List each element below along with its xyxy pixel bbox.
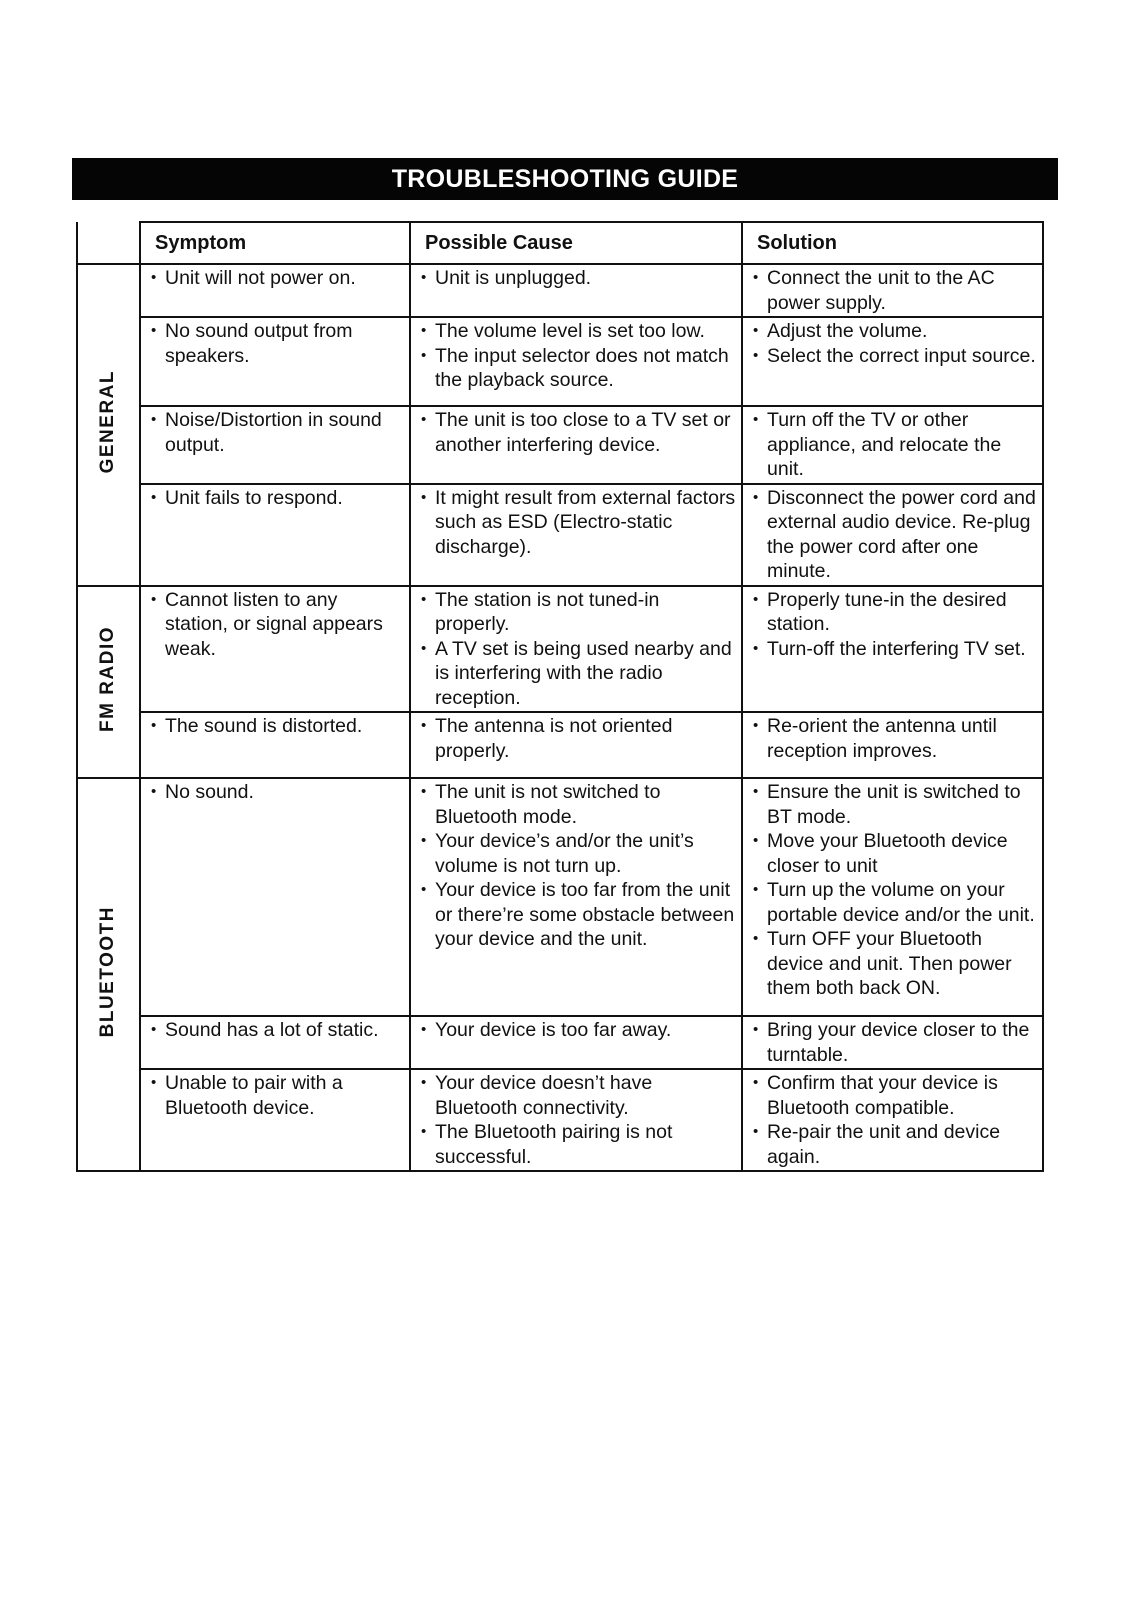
table-row xyxy=(77,778,1043,1016)
solution-item: • Confirm that your device is Bluetooth compatible. xyxy=(753,1071,1038,1120)
symptom-item: • The sound is distorted. xyxy=(151,714,405,739)
cause-item: • Your device is too far from the unit or there’re some obstacle between your device and the unit. xyxy=(421,878,737,952)
solution-cell xyxy=(742,712,1043,778)
solution-item: • Disconnect the power cord and external audio device. Re-plug the power cord after one minute. xyxy=(753,486,1038,584)
solution-cell xyxy=(742,1069,1043,1171)
symptom-cell xyxy=(140,264,410,317)
cause-item: • Your device doesn’t have Bluetooth connectivity. xyxy=(421,1071,737,1120)
symptom-cell xyxy=(140,317,410,406)
section-label: BLUETOOTH xyxy=(97,905,119,1037)
bullet-list xyxy=(753,1071,1038,1169)
solution-cell xyxy=(742,1016,1043,1069)
cause-cell xyxy=(410,1016,742,1069)
symptom-item: • Sound has a lot of static. xyxy=(151,1018,405,1043)
table-row xyxy=(77,264,1043,317)
bullet-list xyxy=(421,486,737,560)
symptom-item: • Unable to pair with a Bluetooth device. xyxy=(151,1071,405,1120)
symptom-item: • Noise/Distortion in sound output. xyxy=(151,408,405,457)
solution-cell xyxy=(742,317,1043,406)
cause-cell xyxy=(410,1069,742,1171)
cause-cell xyxy=(410,586,742,713)
page-title: TROUBLESHOOTING GUIDE xyxy=(72,158,1058,200)
bullet-list xyxy=(421,408,737,457)
solution-item: • Select the correct input source. xyxy=(753,344,1038,369)
symptom-item: • Cannot listen to any station, or signal appears weak. xyxy=(151,588,405,662)
cause-item: • The station is not tuned-in properly. xyxy=(421,588,737,637)
bullet-list xyxy=(753,1018,1038,1067)
table-row xyxy=(77,317,1043,406)
solution-item: • Connect the unit to the AC power supply. xyxy=(753,266,1038,315)
solution-cell xyxy=(742,484,1043,586)
solution-item: • Re-pair the unit and device again. xyxy=(753,1120,1038,1169)
table-row xyxy=(77,712,1043,778)
solution-item: • Turn up the volume on your portable device and/or the unit. xyxy=(753,878,1038,927)
table-body xyxy=(77,264,1043,1171)
solution-item: • Ensure the unit is switched to BT mode. xyxy=(753,780,1038,829)
solution-cell xyxy=(742,586,1043,713)
bullet-list xyxy=(753,714,1038,763)
table-row xyxy=(77,406,1043,484)
cause-item: • The input selector does not match the playback source. xyxy=(421,344,737,393)
section-cell xyxy=(77,264,140,586)
table-row xyxy=(77,484,1043,586)
bullet-list xyxy=(151,486,405,511)
bullet-list xyxy=(151,1071,405,1120)
symptom-cell xyxy=(140,406,410,484)
bullet-list xyxy=(421,319,737,393)
symptom-cell xyxy=(140,778,410,1016)
cause-item: • The unit is not switched to Bluetooth mode. xyxy=(421,780,737,829)
solution-item: • Turn OFF your Bluetooth device and unit. Then power them both back ON. xyxy=(753,927,1038,1001)
cause-cell xyxy=(410,406,742,484)
symptom-item: • No sound. xyxy=(151,780,405,805)
cause-item: • The unit is too close to a TV set or another interfering device. xyxy=(421,408,737,457)
section-cell xyxy=(77,778,140,1171)
bullet-list xyxy=(151,1018,405,1043)
cause-cell xyxy=(410,778,742,1016)
solution-item: • Properly tune-in the desired station. xyxy=(753,588,1038,637)
solution-item: • Turn off the TV or other appliance, and relocate the unit. xyxy=(753,408,1038,482)
bullet-list xyxy=(421,266,737,291)
symptom-cell xyxy=(140,484,410,586)
bullet-list xyxy=(151,319,405,368)
solution-item: • Bring your device closer to the turntable. xyxy=(753,1018,1038,1067)
header-row xyxy=(77,222,1043,264)
cause-item: • Your device is too far away. xyxy=(421,1018,737,1043)
troubleshooting-table xyxy=(76,221,1044,1172)
bullet-list xyxy=(753,588,1038,662)
cause-cell xyxy=(410,712,742,778)
bullet-list xyxy=(421,780,737,952)
symptom-cell xyxy=(140,1016,410,1069)
solution-cell xyxy=(742,406,1043,484)
bullet-list xyxy=(753,780,1038,1001)
table-row xyxy=(77,586,1043,713)
bullet-list xyxy=(421,588,737,711)
cause-cell xyxy=(410,484,742,586)
solution-cell xyxy=(742,778,1043,1016)
header-cause: Possible Cause xyxy=(410,222,742,264)
cause-item: • The volume level is set too low. xyxy=(421,319,737,344)
section-cell xyxy=(77,586,140,779)
cause-item: • It might result from external factors such as ESD (Electro-static discharge). xyxy=(421,486,737,560)
bullet-list xyxy=(753,486,1038,584)
table-row xyxy=(77,1069,1043,1171)
solution-item: • Re-orient the antenna until reception improves. xyxy=(753,714,1038,763)
bullet-list xyxy=(753,319,1038,368)
symptom-cell xyxy=(140,1069,410,1171)
bullet-list xyxy=(753,408,1038,482)
header-symptom: Symptom xyxy=(140,222,410,264)
solution-item: • Adjust the volume. xyxy=(753,319,1038,344)
bullet-list xyxy=(421,1018,737,1043)
cause-item: • Your device’s and/or the unit’s volume is not turn up. xyxy=(421,829,737,878)
bullet-list xyxy=(753,266,1038,315)
symptom-cell xyxy=(140,712,410,778)
bullet-list xyxy=(421,1071,737,1169)
bullet-list xyxy=(151,780,405,805)
cause-item: • Unit is unplugged. xyxy=(421,266,737,291)
section-label: FM RADIO xyxy=(97,625,119,732)
symptom-item: • No sound output from speakers. xyxy=(151,319,405,368)
solution-cell xyxy=(742,264,1043,317)
symptom-item: • Unit fails to respond. xyxy=(151,486,405,511)
bullet-list xyxy=(151,266,405,291)
bullet-list xyxy=(151,588,405,662)
table-row xyxy=(77,1016,1043,1069)
solution-item: • Turn-off the interfering TV set. xyxy=(753,637,1038,662)
symptom-cell xyxy=(140,586,410,713)
bullet-list xyxy=(151,408,405,457)
cause-cell xyxy=(410,264,742,317)
symptom-item: • Unit will not power on. xyxy=(151,266,405,291)
cause-item: • The antenna is not oriented properly. xyxy=(421,714,737,763)
cause-item: • A TV set is being used nearby and is interfering with the radio reception. xyxy=(421,637,737,711)
section-label: GENERAL xyxy=(97,369,119,474)
bullet-list xyxy=(421,714,737,763)
header-solution: Solution xyxy=(742,222,1043,264)
solution-item: • Move your Bluetooth device closer to unit xyxy=(753,829,1038,878)
bullet-list xyxy=(151,714,405,739)
header-corner xyxy=(77,222,140,264)
cause-item: • The Bluetooth pairing is not successful. xyxy=(421,1120,737,1169)
cause-cell xyxy=(410,317,742,406)
